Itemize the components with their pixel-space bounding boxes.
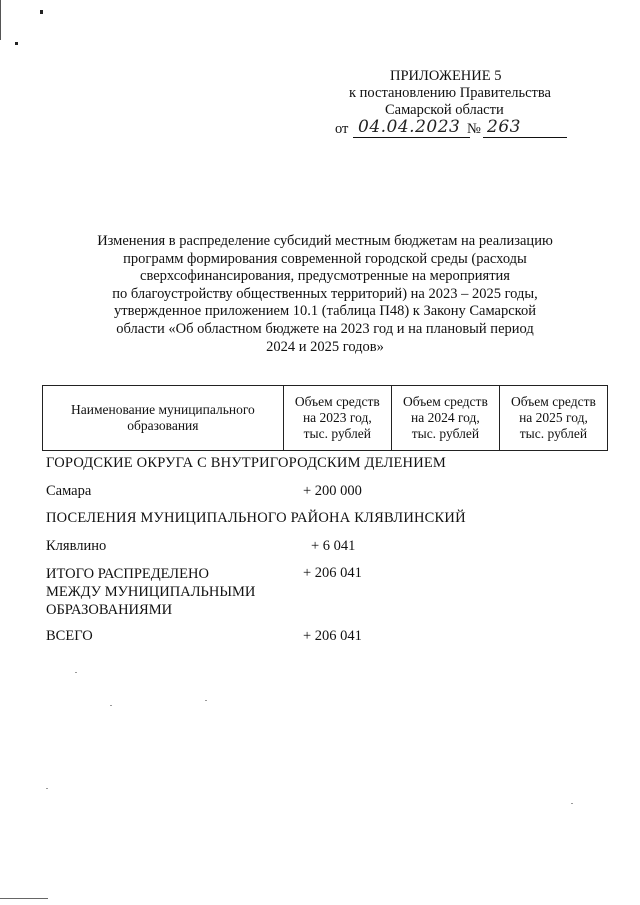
scan-speck xyxy=(205,700,207,701)
handwritten-date: 04.04.2023 xyxy=(358,117,461,137)
header-text: на 2024 год, xyxy=(411,410,480,425)
header-text: тыс. рублей xyxy=(303,426,371,441)
number-underline xyxy=(483,137,567,138)
header-text: тыс. рублей xyxy=(411,426,480,441)
section-heading-city-districts: ГОРОДСКИЕ ОКРУГА С ВНУТРИГОРОДСКИМ ДЕЛЕНИЕМ xyxy=(46,455,447,471)
attachment-resolution-line: к постановлению Правительства xyxy=(349,85,551,101)
scan-speck xyxy=(110,705,112,706)
header-text: Объем средств xyxy=(402,394,488,409)
header-2025 xyxy=(499,386,607,451)
itogo-line: ИТОГО РАСПРЕДЕЛЕНО xyxy=(46,566,209,582)
date-underline xyxy=(353,137,470,138)
table-header xyxy=(42,385,608,451)
header-text: тыс. рублей xyxy=(519,426,588,441)
header-2023 xyxy=(283,386,391,451)
from-label: от xyxy=(335,121,349,137)
row-klyavlino-name: Клявлино xyxy=(46,538,107,554)
scan-speck xyxy=(571,803,573,804)
header-text: Наименование муниципального xyxy=(70,402,255,417)
row-klyavlino-value-2023: + 6 041 xyxy=(311,538,356,554)
itogo-line: МЕЖДУ МУНИЦИПАЛЬНЫМИ xyxy=(46,584,256,600)
header-text: Объем средств xyxy=(511,394,596,409)
row-total-name: ВСЕГО xyxy=(46,628,93,644)
section-heading-settlements: ПОСЕЛЕНИЯ МУНИЦИПАЛЬНОГО РАЙОНА КЛЯВЛИНСКИЙ xyxy=(46,510,466,526)
header-text: образования xyxy=(127,418,199,433)
row-total-value-2023: + 206 041 xyxy=(303,628,362,644)
handwritten-number: 263 xyxy=(487,117,521,137)
title-line: по благоустройству общественных территорий) на 2023 – 2025 годы, xyxy=(112,285,538,302)
scan-edge xyxy=(0,898,48,899)
scan-mark xyxy=(15,42,18,45)
attachment-title: ПРИЛОЖЕНИЕ 5 xyxy=(390,68,502,84)
row-samara-name: Самара xyxy=(46,483,92,499)
attachment-region-line: Самарской области xyxy=(385,102,504,118)
header-text: Объем средств xyxy=(294,394,380,409)
header-text: на 2023 год, xyxy=(302,410,372,425)
title-line: сверхсофинансирования, предусмотренные на мероприятия xyxy=(140,268,510,285)
header-municipality xyxy=(43,386,284,451)
header-2024 xyxy=(391,386,499,451)
title-line: области «Об областном бюджете на 2023 год и на плановый период xyxy=(116,320,534,337)
header-text: на 2025 год, xyxy=(519,410,588,425)
scan-speck xyxy=(46,788,48,789)
title-line: утвержденное приложением 10.1 (таблица П48) к Закону Самарской xyxy=(113,303,536,320)
itogo-line: ОБРАЗОВАНИЯМИ xyxy=(46,602,173,618)
row-samara-value-2023: + 200 000 xyxy=(303,483,362,499)
title-line: программ формирования современной городской среды (расходы xyxy=(123,250,527,267)
title-line: Изменения в распределение субсидий местным бюджетам на реализацию xyxy=(97,233,553,249)
document-title xyxy=(75,233,575,356)
row-itogo-value-2023: + 206 041 xyxy=(303,565,362,581)
scan-mark xyxy=(40,10,43,14)
row-itogo-name xyxy=(46,565,255,619)
scan-edge xyxy=(0,0,1,40)
attachment-block xyxy=(330,68,570,119)
title-line: 2024 и 2025 годов» xyxy=(266,338,384,355)
scan-speck xyxy=(75,672,77,673)
number-label: № xyxy=(467,121,481,137)
